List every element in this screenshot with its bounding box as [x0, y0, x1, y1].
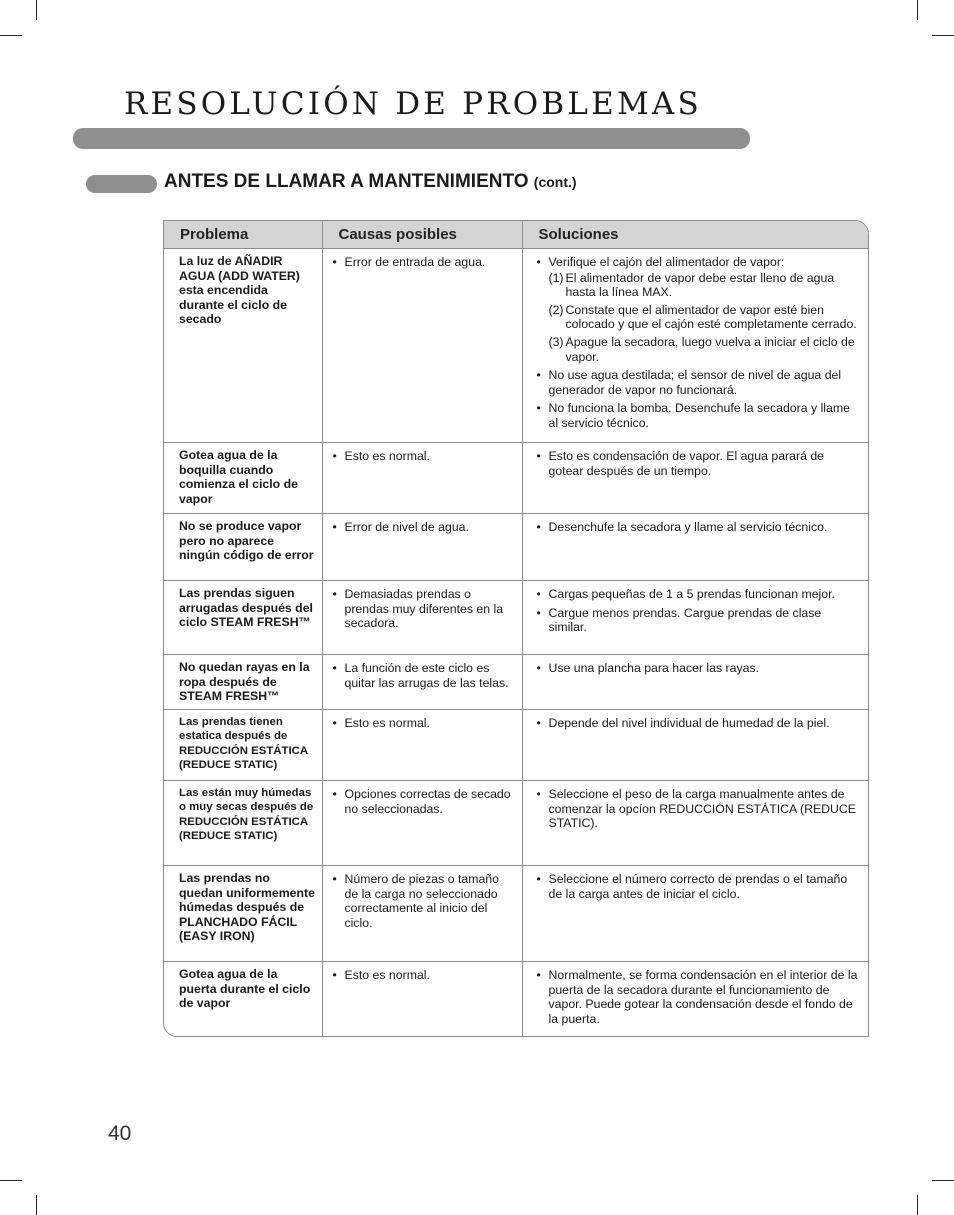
problem-cell: Las prendas siguen arrugadas después del ciclo STEAM FRESH™: [164, 581, 322, 655]
cause-cell: [322, 781, 522, 866]
solution-cell: [522, 443, 868, 514]
solution-subitem: [549, 335, 863, 364]
crop-mark: [917, 1195, 918, 1215]
cause-cell: [322, 514, 522, 581]
header-solutions: Soluciones: [522, 221, 868, 249]
cause-cell: [322, 962, 522, 1036]
section-title-text: ANTES DE LLAMAR A MANTENIMIENTO: [164, 171, 529, 192]
solution-cell: [522, 514, 868, 581]
cause-item: • Esto es normal.: [332, 968, 516, 983]
subitem-number: (3): [548, 334, 564, 349]
solution-item: • Cargue menos prendas. Cargue prendas de clase similar.: [536, 606, 861, 635]
problem-cell: No quedan rayas en la ropa después de STEAM FRESH™: [164, 655, 322, 710]
cause-cell: [322, 710, 522, 781]
cause-item: • Esto es normal.: [332, 449, 516, 464]
problem-cell: Las prendas tienen estatica después de REDUCCIÓN ESTÁTICA (REDUCE STATIC): [164, 710, 322, 781]
table-row: [164, 655, 868, 710]
solution-item: • Esto es condensación de vapor. El agua parará de gotear después de un tiempo.: [536, 449, 861, 478]
problem-cell: No se produce vapor pero no aparece ningún código de error: [164, 514, 322, 581]
solution-item: • Seleccione el peso de la carga manualmente antes de comenzar la opcíon REDUCCIÓN ESTÁTICA (REDUCE STATIC).: [536, 787, 861, 831]
solution-item: • Seleccione el número correcto de prendas o el tamaño de la carga antes de iniciar el ciclo.: [536, 872, 861, 901]
table-row: [164, 443, 868, 514]
cause-cell: [322, 249, 522, 443]
troubleshooting-table: [163, 220, 869, 1037]
solution-cell: [522, 581, 868, 655]
solution-subitem: [549, 271, 863, 300]
subitem-number: (2): [548, 302, 564, 317]
table-row: [164, 514, 868, 581]
subitem-text: Constate que el alimentador de vapor esté bien colocado y que el cajón esté completamente cerrado.: [565, 302, 857, 332]
cause-item: • Error de nivel de agua.: [332, 520, 516, 535]
cause-item: • Demasiadas prendas o prendas muy diferentes en la secadora.: [332, 587, 516, 631]
crop-mark: [932, 1180, 954, 1181]
solution-subitem: [549, 303, 863, 332]
subitem-text: Apague la secadora, luego vuelva a iniciar el ciclo de vapor.: [565, 334, 855, 364]
table-row: [164, 962, 868, 1036]
subitem-number: (1): [548, 270, 564, 285]
title-underline-bar: [73, 128, 750, 149]
header-problem: Problema: [164, 221, 322, 249]
section-title-suffix: (cont.): [533, 174, 577, 190]
problem-cell: Las están muy húmedas o muy secas después de REDUCCIÓN ESTÁTICA (REDUCE STATIC): [164, 781, 322, 866]
table-header-row: [164, 221, 868, 249]
solution-item: [536, 255, 863, 364]
cause-cell: [322, 581, 522, 655]
solution-cell: [522, 710, 868, 781]
cause-item: • Esto es normal.: [332, 716, 516, 731]
table-row: [164, 781, 868, 866]
crop-mark: [917, 0, 918, 20]
page-number: 40: [108, 1122, 132, 1145]
problem-cell: La luz de AÑADIR AGUA (ADD WATER) esta encendida durante el ciclo de secado: [164, 249, 322, 443]
solution-cell: [522, 781, 868, 866]
table-row: [164, 581, 868, 655]
crop-mark: [36, 1195, 37, 1215]
solution-item: • Depende del nivel individual de humedad de la piel.: [536, 716, 861, 731]
solution-cell: [522, 866, 868, 962]
solution-cell: [522, 655, 868, 710]
crop-mark: [932, 35, 954, 36]
section-title: [164, 171, 577, 193]
problem-cell: Las prendas no quedan uniformemente húmedas después de PLANCHADO FÁCIL (EASY IRON): [164, 866, 322, 962]
solution-item: • No funciona la bomba. Desenchufe la secadora y llame al servicio técnico.: [536, 401, 863, 430]
table-row: [164, 249, 868, 443]
problem-cell: Gotea agua de la boquilla cuando comienza el ciclo de vapor: [164, 443, 322, 514]
table-row: [164, 710, 868, 781]
crop-mark: [0, 1180, 22, 1181]
cause-cell: [322, 655, 522, 710]
solution-text: Verifique el cajón del alimentador de vapor:: [548, 255, 785, 269]
solution-item: • Desenchufe la secadora y llame al servicio técnico.: [536, 520, 861, 535]
crop-mark: [0, 35, 22, 36]
page-title: RESOLUCIÓN DE PROBLEMAS: [124, 86, 702, 122]
crop-mark: [36, 0, 37, 20]
cause-item: • Número de piezas o tamaño de la carga no seleccionado correctamente al inicio del ciclo.: [332, 872, 516, 930]
cause-cell: [322, 866, 522, 962]
table-row: [164, 866, 868, 962]
cause-item: • Opciones correctas de secado no seleccionadas.: [332, 787, 516, 816]
subitem-text: El alimentador de vapor debe estar lleno de agua hasta la línea MAX.: [565, 270, 835, 300]
cause-item: • La función de este ciclo es quitar las arrugas de las telas.: [332, 661, 516, 690]
header-causes: Causas posibles: [322, 221, 522, 249]
solution-item: • Use una plancha para hacer las rayas.: [536, 661, 861, 676]
section-marker-pill: [86, 175, 157, 193]
problem-cell: Gotea agua de la puerta durante el ciclo de vapor: [164, 962, 322, 1036]
solution-item: • Normalmente, se forma condensación en el interior de la puerta de la secadora durante el funcionamiento de vapor. Puede gotear la condensación desde el fondo de la puerta.: [536, 968, 861, 1026]
solution-item: • Cargas pequeñas de 1 a 5 prendas funcionan mejor.: [536, 587, 861, 602]
cause-item: • Error de entrada de agua.: [332, 255, 516, 270]
cause-cell: [322, 443, 522, 514]
solution-cell: [522, 249, 868, 443]
solution-item: • No use agua destilada; el sensor de nivel de agua del generador de vapor no funcionará.: [536, 368, 863, 397]
solution-cell: [522, 962, 868, 1036]
